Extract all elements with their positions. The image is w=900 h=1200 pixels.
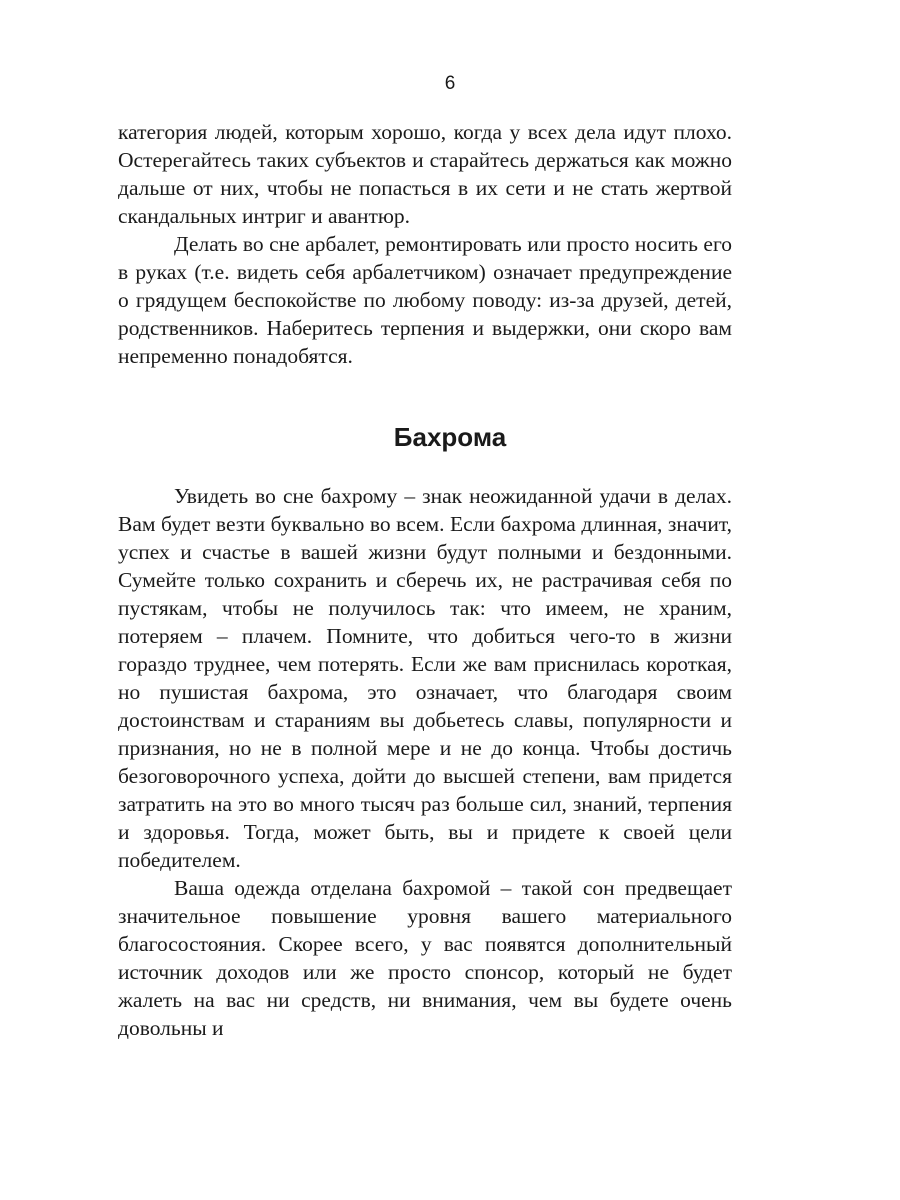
page-number: 6 (444, 73, 456, 94)
section-heading: Бахрома (393, 422, 507, 452)
paragraph-crossbow: Делать во сне арбалет, ремонтировать или просто носить его в руках (т.е. видеть себя арбалетчиком) означает предупреждение о грядущем беспокойстве по любому поводу: из-за друзей, детей, родственников. Наберитесь терпения и выдержки, они скоро вам непременно понадобятся. (118, 232, 732, 368)
section-text-block (118, 482, 732, 1042)
paragraph-fringe-luck: Увидеть во сне бахрому – знак неожиданной удачи в делах. Вам будет везти буквально во всем. Если бахрома длинная, значит, успех и счастье в вашей жизни будут полными и бездонными. Сумейте только сохранить и сберечь их, не растрачивая себя по пустякам, чтобы не получилось так: что имеем, не храним, потеряем – плачем. Помните, что добиться чего-то в жизни гораздо труднее, чем потерять. Если же вам приснилась короткая, но пушистая бахрома, это означает, что благодаря своим достоинствам и стараниям вы добьетесь славы, популярности и признания, но не в полной мере и не до конца. Чтобы достичь безоговорочного успеха, дойти до высшей степени, вам придется затратить на это во много тысяч раз больше сил, знаний, терпения и здоровья. Тогда, может быть, вы и придете к своей цели победителем. (118, 484, 732, 872)
top-text-block (118, 118, 732, 370)
paragraph-fringe-clothing: Ваша одежда отделана бахромой – такой сон предвещает значительное повышение уровня вашего материального благосостояния. Скорее всего, у вас появятся дополнительный источник доходов или же просто спонсор, который не будет жалеть на вас ни средств, ни внимания, чем вы будете очень довольны и (118, 876, 732, 1040)
paragraph-continuation: категория людей, которым хорошо, когда у всех дела идут плохо. Остерегайтесь таких субъектов и старайтесь держаться как можно дальше от них, чтобы не попасться в их сети и не стать жертвой скандальных интриг и авантюр. (118, 120, 732, 228)
